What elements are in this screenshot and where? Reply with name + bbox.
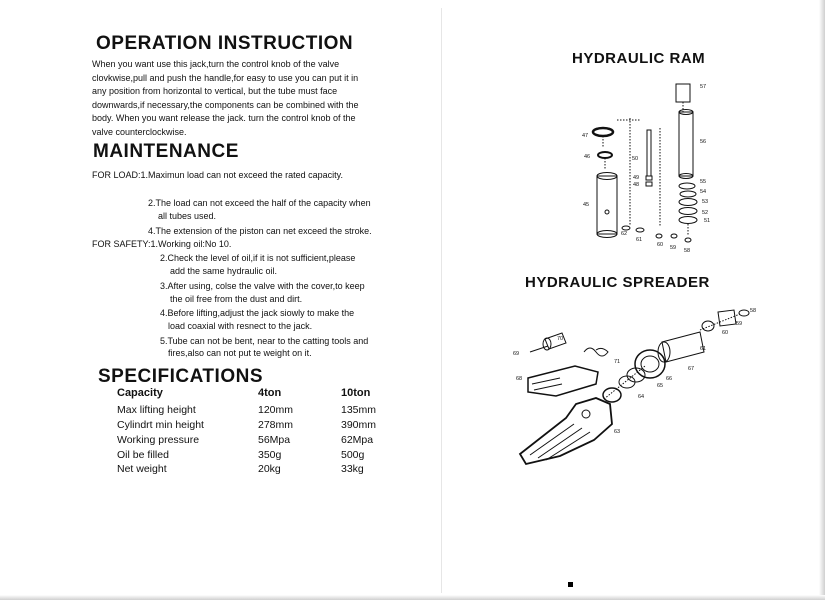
spreader-label: 71 xyxy=(614,359,621,365)
spreader-label: 61 xyxy=(700,346,707,352)
maintenance-line: 3.After using, colse the valve with the cover,to keep xyxy=(160,281,365,291)
maintenance-line: all tubes used. xyxy=(158,211,217,221)
maintenance-line: 2.The load can not exceed the half of the capacity when xyxy=(148,198,371,208)
spreader-label: 59 xyxy=(736,321,743,327)
maintenance-line: FOR SAFETY:1.Working oil:No 10. xyxy=(92,239,232,249)
ram-label: 62 xyxy=(621,231,628,237)
spreader-part-60 xyxy=(702,321,714,331)
spreader-part-63 xyxy=(520,398,612,464)
spreader-label: 69 xyxy=(513,351,520,357)
spreader-part-67 xyxy=(635,350,665,378)
maintenance-line: load coaxial with resnect to the jack. xyxy=(168,321,313,331)
maintenance-line: the oil free from the dust and dirt. xyxy=(170,294,303,304)
operation-line: When you want use this jack,turn the control knob of the valve xyxy=(92,59,340,69)
spec-row-value-4ton: 350g xyxy=(258,449,282,461)
operation-line: downwards,if necessary,the components can be combined with the xyxy=(92,99,359,110)
maintenance-line: 5.Tube can not be bent, near to the catting tools and xyxy=(160,336,369,346)
ram-label: 59 xyxy=(670,245,677,251)
ram-label: 50 xyxy=(632,156,639,162)
spreader-part-59 xyxy=(718,310,736,326)
spec-row-label: Max lifting height xyxy=(117,404,196,416)
spreader-part-68 xyxy=(528,366,598,396)
ram-label: 48 xyxy=(633,182,640,188)
operation-line: valve counterclockwise. xyxy=(92,126,187,137)
spreader-label: 64 xyxy=(638,394,645,400)
spec-row-value-10ton: 390mm xyxy=(341,419,377,431)
ram-label: 51 xyxy=(704,218,711,224)
maintenance-line: 4.Before lifting,adjust the jack siowly to make the xyxy=(160,308,355,318)
spec-row-value-4ton: 278mm xyxy=(258,419,294,431)
ram-label: 46 xyxy=(584,154,591,160)
ram-label: 52 xyxy=(702,210,709,216)
spec-row-value-4ton: 120mm xyxy=(258,404,294,416)
spec-row-value-10ton: 500g xyxy=(341,449,365,461)
specifications-title: SPECIFICATIONS xyxy=(98,366,263,387)
maintenance-title: MAINTENANCE xyxy=(93,141,239,162)
spreader-label: 68 xyxy=(516,376,523,382)
spec-header-capacity: Capacity xyxy=(117,387,163,399)
operation-line: body. When you want release the jack. turn the control knob of the xyxy=(92,113,356,124)
maintenance-line: 4.The extension of the piston can net exceed the stroke. xyxy=(148,226,372,236)
spec-row-label: Oil be filled xyxy=(117,449,169,461)
ram-label: 54 xyxy=(700,189,707,195)
ram-label: 49 xyxy=(633,175,640,181)
hydraulic-ram-title: HYDRAULIC RAM xyxy=(572,50,706,67)
ram-label: 61 xyxy=(636,237,643,243)
ram-label: 47 xyxy=(582,133,589,139)
spec-row-value-4ton: 56Mpa xyxy=(258,434,291,446)
spec-row-label: Working pressure xyxy=(117,434,200,446)
spreader-label: 67 xyxy=(688,366,695,372)
spreader-part-64 xyxy=(603,388,621,402)
spreader-label: 70 xyxy=(557,336,564,342)
spreader-part-61 xyxy=(662,332,707,362)
maintenance-line: FOR LOAD:1.Maximun load can not exceed the rated capacity. xyxy=(92,170,343,180)
spreader-part-71 xyxy=(584,348,608,356)
ram-label: 55 xyxy=(700,179,707,185)
ram-label: 57 xyxy=(700,84,707,90)
ram-label: 58 xyxy=(684,248,691,254)
spec-row-label: Net weight xyxy=(117,463,167,475)
hydraulic-spreader-title: HYDRAULIC SPREADER xyxy=(525,274,710,291)
maintenance-line: fires,also can not put te weight on it. xyxy=(168,348,312,358)
spreader-label: 66 xyxy=(666,376,673,382)
spec-header-10ton: 10ton xyxy=(341,387,371,399)
spec-row-label: Cylindrt min height xyxy=(117,419,204,431)
spreader-label: 65 xyxy=(657,383,664,389)
spreader-part-58 xyxy=(739,310,749,316)
spreader-label: 58 xyxy=(750,308,757,314)
spec-row-value-10ton: 135mm xyxy=(341,404,377,416)
spreader-label: 60 xyxy=(722,330,729,336)
operation-line: clovkwise,pull and push the handle,for easy to use you can put it in xyxy=(92,72,359,83)
operation-title: OPERATION INSTRUCTION xyxy=(96,33,354,54)
ram-label: 53 xyxy=(702,199,709,205)
spreader-label: 63 xyxy=(614,429,621,435)
maintenance-line: 2.Check the level of oil,if it is not sufficient,please xyxy=(160,253,356,263)
ram-label: 60 xyxy=(657,242,664,248)
spec-row-value-10ton: 62Mpa xyxy=(341,434,374,446)
spec-row-value-4ton: 20kg xyxy=(258,463,281,475)
operation-line: any position from horizontal to vertical, but the tube must face xyxy=(92,86,338,97)
maintenance-line: add the same hydraulic oil. xyxy=(170,266,278,276)
ram-label: 45 xyxy=(583,202,590,208)
ram-label: 56 xyxy=(700,139,707,145)
spec-row-value-10ton: 33kg xyxy=(341,463,364,475)
spec-header-4ton: 4ton xyxy=(258,387,282,399)
